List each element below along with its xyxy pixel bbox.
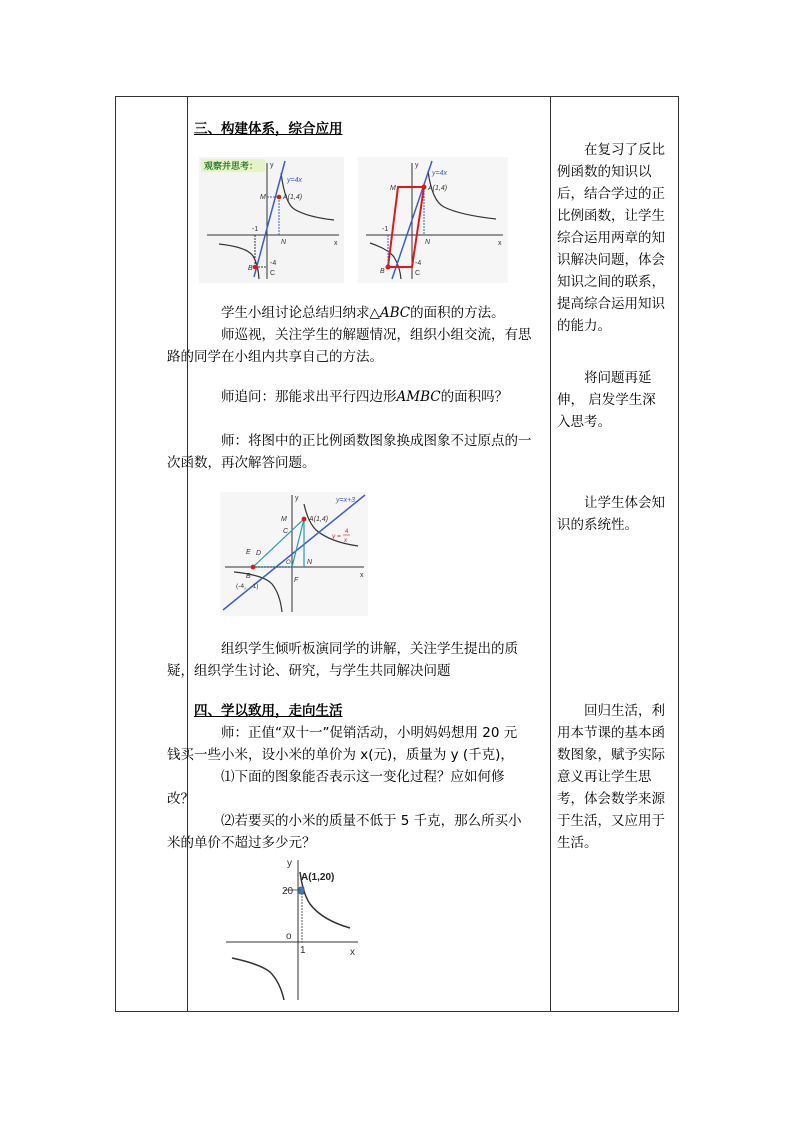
graph-linear-hyperbola <box>220 492 368 616</box>
svg-text:y: y <box>270 162 274 169</box>
lesson-plan-table <box>115 96 679 1012</box>
svg-text:O: O <box>286 560 291 566</box>
svg-text:M: M <box>281 516 287 523</box>
point-b <box>386 265 391 270</box>
paragraph-linear-function: 师：将图中的正比例函数图象换成图象不过原点的一 次函数，再次解答问题。 <box>167 433 532 471</box>
note-review: 在复习了反比 例函数的知识以 后，结合学过的正 比例函数，让学生 综合运用两章的知 识解决问题，体会 知识之间的联系， 提高综合运用知识 的能力。 <box>557 142 665 334</box>
svg-text:B: B <box>248 265 253 272</box>
svg-text:x: x <box>334 240 338 247</box>
svg-text:y: y <box>415 162 419 169</box>
paragraph-follow-up-question: 师追问：那能求出平行四边形AMBC的面积吗？ <box>221 389 509 405</box>
point-a <box>422 185 427 190</box>
svg-text:A(1,4): A(1,4) <box>309 516 329 523</box>
svg-text:-1: -1 <box>252 226 259 233</box>
svg-text:C: C <box>270 270 276 277</box>
figure-caption: 观察并思考： <box>204 161 259 171</box>
svg-text:20: 20 <box>282 886 294 897</box>
point-a <box>302 517 307 522</box>
point-a <box>277 195 282 200</box>
svg-text:E: E <box>246 549 251 556</box>
note-extension: 将问题再延 伸， 启发学生深 入思考。 <box>557 370 656 430</box>
svg-text:x: x <box>498 240 502 247</box>
paragraph-board-demo: 组织学生倾听板演同学的讲解，关注学生提出的质 疑，组织学生讨论、研究，与学生共同解决问题 <box>167 641 518 679</box>
svg-text:x: x <box>360 572 364 579</box>
graph-hyperbola-proportional <box>199 157 344 283</box>
point-b <box>253 265 258 270</box>
question-1: ⑴下面的图象能否表示这一变化过程？应如何修 改？ <box>167 769 505 807</box>
svg-text:A(1,20): A(1,20) <box>301 872 335 883</box>
svg-text:y =: y = <box>332 533 341 540</box>
svg-text:C: C <box>415 270 421 277</box>
svg-text:y=4x: y=4x <box>287 177 302 184</box>
svg-text:x: x <box>344 538 347 544</box>
svg-text:y: y <box>287 858 292 869</box>
column-divider-left <box>187 97 188 1011</box>
svg-text:D: D <box>256 550 262 557</box>
svg-text:B: B <box>380 268 385 275</box>
svg-text:F: F <box>294 577 299 584</box>
svg-text:B: B <box>246 573 251 580</box>
paragraph-double-eleven: 师：正值“双十一”促销活动，小明妈妈想用 20 元 钱买一些小米，设小米的单价为 x(元)，质量为 y (千克)， <box>167 725 518 763</box>
svg-text:N: N <box>425 239 431 246</box>
graph-millet-price <box>224 854 364 1004</box>
graph-parallelogram <box>358 157 508 283</box>
svg-text:1: 1 <box>300 945 306 956</box>
svg-text:-1: -1 <box>382 226 389 233</box>
svg-text:y: y <box>295 495 299 502</box>
svg-text:4: 4 <box>345 529 349 535</box>
note-real-life: 回归生活，利 用本节课的基本函 数图象，赋予实际 意义再让学生思 考，体会数学来源 于生活，又应用于 生活。 <box>557 703 665 851</box>
svg-text:A(1,4): A(1,4) <box>428 185 448 192</box>
svg-text:y=x+3: y=x+3 <box>336 497 356 504</box>
svg-text:(-4，-1): (-4，-1) <box>236 583 259 590</box>
svg-text:-4: -4 <box>415 260 422 267</box>
svg-text:M: M <box>260 194 266 201</box>
paragraph-teacher-patrol: 师巡视，关注学生的解题情况，组织小组交流，有思 路的同学在小组内共享自己的方法。 <box>167 327 532 365</box>
svg-text:x: x <box>350 947 355 958</box>
svg-text:N: N <box>307 559 313 566</box>
svg-text:N: N <box>281 239 287 246</box>
svg-text:C: C <box>283 528 289 535</box>
question-2: ⑵若要买的小米的质量不低于 5 千克，那么所买小 米的单价不超过多少元？ <box>167 813 522 851</box>
section3-heading: 三、构建体系，综合应用 <box>194 121 343 137</box>
svg-text:A(1,4): A(1,4) <box>283 194 303 201</box>
paragraph-group-discussion: 学生小组讨论总结归纳求△ABC的面积的方法。 <box>221 305 505 321</box>
svg-text:M: M <box>390 185 396 192</box>
svg-text:-4: -4 <box>270 260 277 267</box>
svg-text:y=4x: y=4x <box>432 170 447 177</box>
section4-heading: 四、学以致用，走向生活 <box>194 703 343 719</box>
point-b <box>251 565 256 570</box>
note-systematic: 让学生体会知 识的系统性。 <box>557 495 665 533</box>
column-divider-right <box>550 97 551 1011</box>
point-a <box>299 887 304 894</box>
svg-text:o: o <box>286 931 292 942</box>
